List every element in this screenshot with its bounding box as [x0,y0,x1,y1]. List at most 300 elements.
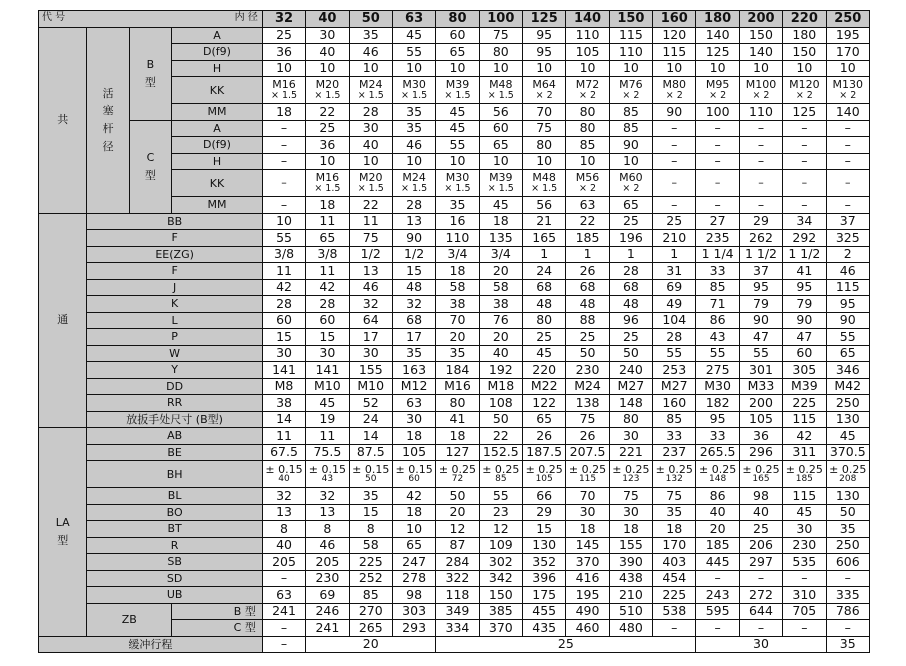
buffer-stroke-value: – [262,636,305,653]
value-cell: 303 [392,603,435,620]
value-cell: 88 [566,312,609,329]
value-cell: 130 [523,537,566,554]
value-cell: M95 × 2 [696,77,739,104]
row-label: KK [172,77,263,104]
value-cell: 70 [436,312,479,329]
value-cell: 322 [436,570,479,587]
bore-header: 63 [392,11,435,28]
value-cell: 182 [696,395,739,412]
value-cell: M33 [739,378,782,395]
value-cell: 58 [349,537,392,554]
value-cell: 18 [609,521,652,538]
corner-cell [39,11,263,28]
value-cell: 75 [349,230,392,247]
value-cell: 45 [436,104,479,121]
value-cell: 125 [783,104,826,121]
value-cell: 55 [436,137,479,154]
row-label: UB [87,587,262,604]
value-cell: 36 [262,44,305,61]
value-cell: 110 [436,230,479,247]
value-cell: M60 × 2 [609,170,652,197]
value-cell: – [826,137,869,154]
value-cell: 38 [436,296,479,313]
table-row [39,444,870,461]
value-cell: 8 [262,521,305,538]
bore-header: 220 [783,11,826,28]
row-label: F [87,230,262,247]
value-cell: 48 [609,296,652,313]
value-cell: 13 [262,504,305,521]
value-cell: M8 [262,378,305,395]
value-cell: 454 [653,570,696,587]
group-label-text: 通 [57,313,69,327]
value-cell: 334 [436,620,479,637]
value-cell: 10 [306,60,349,77]
value-cell: M39 × 1.5 [436,77,479,104]
value-cell: 352 [523,554,566,571]
table-row [39,395,870,412]
group-label-text: LA 型 [55,516,70,547]
bore-header: 125 [523,11,566,28]
value-cell: 490 [566,603,609,620]
value-cell: 13 [349,263,392,280]
value-cell: 22 [306,104,349,121]
table-row [39,428,870,445]
spec-table-sheet [38,10,870,653]
bore-header: 150 [609,11,652,28]
value-cell: 1 [523,246,566,263]
value-cell: 115 [609,27,652,44]
value-cell: M80 × 2 [653,77,696,104]
value-cell: 335 [826,587,869,604]
value-cell: 60 [783,345,826,362]
value-cell: M27 [609,378,652,395]
value-cell: 90 [392,230,435,247]
value-cell: 18 [392,504,435,521]
value-cell: 25 [739,521,782,538]
buffer-stroke-value: 20 [306,636,436,653]
value-cell: 46 [392,137,435,154]
group-label-text: 共 [57,113,69,127]
value-cell: – [696,620,739,637]
buffer-stroke-value: 25 [436,636,696,653]
value-cell: 15 [306,329,349,346]
value-cell: 265.5 [696,444,739,461]
row-label: H [172,60,263,77]
value-cell: 3/4 [479,246,522,263]
value-cell: ± 0.25 165 [739,461,782,488]
value-cell: 95 [523,27,566,44]
value-cell: 220 [523,362,566,379]
value-cell: 40 [349,137,392,154]
value-cell: 10 [696,60,739,77]
value-cell: 10 [349,60,392,77]
value-cell: 445 [696,554,739,571]
value-cell: 69 [306,587,349,604]
table-row [39,279,870,296]
value-cell: M72 × 2 [566,77,609,104]
corner-right-label: 内 径 [234,12,258,23]
value-cell: 68 [609,279,652,296]
value-cell: 20 [479,263,522,280]
row-label: RR [87,395,262,412]
value-cell: – [739,137,782,154]
value-cell: 86 [696,312,739,329]
row-label: AB [87,428,262,445]
value-cell: 98 [392,587,435,604]
value-cell: 165 [523,230,566,247]
value-cell: 65 [826,345,869,362]
value-cell: 85 [566,137,609,154]
value-cell: 370.5 [826,444,869,461]
value-cell: 130 [826,488,869,505]
value-cell: 125 [696,44,739,61]
value-cell: 155 [349,362,392,379]
value-cell: 109 [479,537,522,554]
value-cell: 30 [349,120,392,137]
value-cell: 396 [523,570,566,587]
value-cell: 38 [262,395,305,412]
value-cell: 122 [523,395,566,412]
value-cell: 26 [566,428,609,445]
value-cell: 15 [392,263,435,280]
value-cell: 35 [392,120,435,137]
value-cell: 195 [826,27,869,44]
value-cell: – [826,153,869,170]
value-cell: 28 [653,329,696,346]
value-cell: M30 × 1.5 [392,77,435,104]
value-cell: 130 [826,411,869,428]
table-row [39,554,870,571]
value-cell: 23 [479,504,522,521]
value-cell: 310 [783,587,826,604]
value-cell: 65 [392,537,435,554]
value-cell: 14 [349,428,392,445]
value-cell: 13 [392,213,435,230]
value-cell: 41 [783,263,826,280]
value-cell: 47 [739,329,782,346]
group-label-text: C 型 [144,150,156,182]
value-cell: 18 [306,197,349,214]
value-cell: 46 [349,279,392,296]
value-cell: 185 [696,537,739,554]
value-cell: 80 [609,411,652,428]
value-cell: M30 × 1.5 [436,170,479,197]
row-label: MM [172,197,263,214]
value-cell: 40 [739,504,782,521]
table-row [39,27,870,44]
value-cell: 105 [739,411,782,428]
value-cell: 85 [609,120,652,137]
bore-header: 50 [349,11,392,28]
value-cell: 108 [479,395,522,412]
value-cell: 60 [306,312,349,329]
value-cell: – [783,153,826,170]
value-cell: 63 [566,197,609,214]
value-cell: 35 [349,488,392,505]
value-cell: 270 [349,603,392,620]
value-cell: ± 0.15 60 [392,461,435,488]
value-cell: 210 [609,587,652,604]
value-cell: 163 [392,362,435,379]
row-label: MM [172,104,263,121]
value-cell: M20 × 1.5 [349,170,392,197]
value-cell: 15 [262,329,305,346]
value-cell: 262 [739,230,782,247]
value-cell: 55 [392,44,435,61]
value-cell: 75 [523,120,566,137]
value-cell: 55 [262,230,305,247]
value-cell: 45 [306,395,349,412]
table-row [39,312,870,329]
value-cell: M27 [653,378,696,395]
value-cell: ± 0.15 43 [306,461,349,488]
value-cell: 250 [826,395,869,412]
value-cell: 510 [609,603,652,620]
value-cell: 56 [479,104,522,121]
value-cell: 230 [306,570,349,587]
value-cell: 16 [436,213,479,230]
value-cell: 301 [739,362,782,379]
value-cell: 120 [653,27,696,44]
value-cell: 150 [479,587,522,604]
row-label: BL [87,488,262,505]
value-cell: – [826,197,869,214]
value-cell: 250 [826,537,869,554]
value-cell: 28 [349,104,392,121]
value-cell: 35 [392,345,435,362]
value-cell: 35 [436,345,479,362]
value-cell: 253 [653,362,696,379]
value-cell: – [826,120,869,137]
value-cell: 28 [609,263,652,280]
bore-header: 32 [262,11,305,28]
value-cell: 30 [306,345,349,362]
value-cell: 85 [609,104,652,121]
value-cell: 35 [349,27,392,44]
value-cell: M42 [826,378,869,395]
value-cell: 55 [479,488,522,505]
row-label: 放扳手处尺寸 (B型) [87,411,262,428]
value-cell: 33 [653,428,696,445]
value-cell: 46 [306,537,349,554]
value-cell: 10 [392,60,435,77]
value-cell: 170 [826,44,869,61]
common-group-label [39,27,87,213]
value-cell: 40 [696,504,739,521]
value-cell: 35 [436,197,479,214]
value-cell: 10 [523,60,566,77]
value-cell: 10 [653,60,696,77]
value-cell: 140 [826,104,869,121]
value-cell: 292 [783,230,826,247]
row-label: DD [87,378,262,395]
value-cell: – [739,120,782,137]
value-cell: ± 0.25 148 [696,461,739,488]
value-cell: 240 [609,362,652,379]
value-cell: 95 [826,296,869,313]
value-cell: 30 [609,504,652,521]
value-cell: 19 [306,411,349,428]
value-cell: M39 [783,378,826,395]
bore-header: 100 [479,11,522,28]
value-cell: 80 [479,44,522,61]
value-cell: 29 [523,504,566,521]
value-cell: 10 [566,60,609,77]
value-cell: 10 [436,60,479,77]
row-label: C 型 [172,620,263,637]
value-cell: 28 [306,296,349,313]
c-type-label [129,120,171,213]
value-cell: M16 [436,378,479,395]
value-cell: 50 [609,345,652,362]
value-cell: – [739,570,782,587]
value-cell: M22 [523,378,566,395]
value-cell: 1 1/2 [739,246,782,263]
value-cell: 45 [479,197,522,214]
value-cell: 60 [479,120,522,137]
value-cell: 30 [262,345,305,362]
value-cell: 225 [349,554,392,571]
value-cell: 272 [739,587,782,604]
value-cell: 55 [826,329,869,346]
row-label: EE(ZG) [87,246,262,263]
value-cell: 65 [523,411,566,428]
value-cell: 11 [306,213,349,230]
value-cell: 20 [696,521,739,538]
value-cell: 85 [653,411,696,428]
value-cell: 35 [392,104,435,121]
value-cell: 12 [479,521,522,538]
value-cell: 141 [262,362,305,379]
value-cell: 55 [653,345,696,362]
table-row [39,504,870,521]
value-cell: 30 [306,27,349,44]
value-cell: 100 [696,104,739,121]
value-cell: 3/8 [306,246,349,263]
value-cell: 230 [566,362,609,379]
value-cell: 58 [479,279,522,296]
value-cell: 105 [566,44,609,61]
value-cell: 87 [436,537,479,554]
value-cell: 115 [653,44,696,61]
value-cell: – [653,120,696,137]
value-cell: 8 [306,521,349,538]
value-cell: 55 [696,345,739,362]
value-cell: 70 [523,104,566,121]
table-row [39,213,870,230]
value-cell: 33 [696,263,739,280]
value-cell: 346 [826,362,869,379]
value-cell: – [739,620,782,637]
value-cell: 11 [306,428,349,445]
value-cell: 48 [566,296,609,313]
zb-label: ZB [87,603,172,636]
value-cell: 180 [783,27,826,44]
row-label: BB [87,213,262,230]
value-cell: 127 [436,444,479,461]
value-cell: ± 0.25 208 [826,461,869,488]
value-cell: 56 [523,197,566,214]
value-cell: 32 [349,296,392,313]
buffer-stroke-label: 缓冲行程 [39,636,263,653]
value-cell: 87.5 [349,444,392,461]
value-cell: 10 [262,213,305,230]
row-label: F [87,263,262,280]
bore-header: 140 [566,11,609,28]
row-label: BO [87,504,262,521]
value-cell: 25 [306,120,349,137]
value-cell: – [826,570,869,587]
table-row [39,411,870,428]
value-cell: 148 [609,395,652,412]
value-cell: 284 [436,554,479,571]
value-cell: 160 [653,395,696,412]
value-cell: 10 [739,60,782,77]
value-cell: 63 [262,587,305,604]
value-cell: 1/2 [349,246,392,263]
value-cell: 48 [523,296,566,313]
value-cell: 15 [349,504,392,521]
value-cell: M24 × 1.5 [392,170,435,197]
value-cell: 42 [392,488,435,505]
value-cell: – [262,197,305,214]
value-cell: 68 [392,312,435,329]
value-cell: 35 [653,504,696,521]
value-cell: 225 [653,587,696,604]
value-cell: 98 [739,488,782,505]
value-cell: 45 [826,428,869,445]
value-cell: 480 [609,620,652,637]
value-cell: 10 [306,153,349,170]
value-cell: M76 × 2 [609,77,652,104]
value-cell: 246 [306,603,349,620]
value-cell: 42 [262,279,305,296]
header-row [39,11,870,28]
value-cell: 150 [739,27,782,44]
value-cell: 18 [436,263,479,280]
row-label: Y [87,362,262,379]
value-cell: – [262,170,305,197]
value-cell: 40 [479,345,522,362]
value-cell: ± 0.25 185 [783,461,826,488]
value-cell: – [696,137,739,154]
row-label: BH [87,461,262,488]
value-cell: 38 [479,296,522,313]
value-cell: ± 0.25 85 [479,461,522,488]
value-cell: 71 [696,296,739,313]
buffer-stroke-value: 30 [696,636,826,653]
value-cell: 538 [653,603,696,620]
value-cell: 11 [349,213,392,230]
value-cell: – [262,137,305,154]
value-cell: 535 [783,554,826,571]
value-cell: 18 [653,521,696,538]
value-cell: 155 [609,537,652,554]
value-cell: 30 [392,411,435,428]
value-cell: 90 [609,137,652,154]
value-cell: 105 [392,444,435,461]
value-cell: 110 [609,44,652,61]
value-cell: 10 [783,60,826,77]
row-label: L [87,312,262,329]
value-cell: 10 [609,60,652,77]
value-cell: M24 [566,378,609,395]
table-row [39,246,870,263]
value-cell: 32 [306,488,349,505]
row-label: SD [87,570,262,587]
group-label-text: B 型 [144,57,156,89]
